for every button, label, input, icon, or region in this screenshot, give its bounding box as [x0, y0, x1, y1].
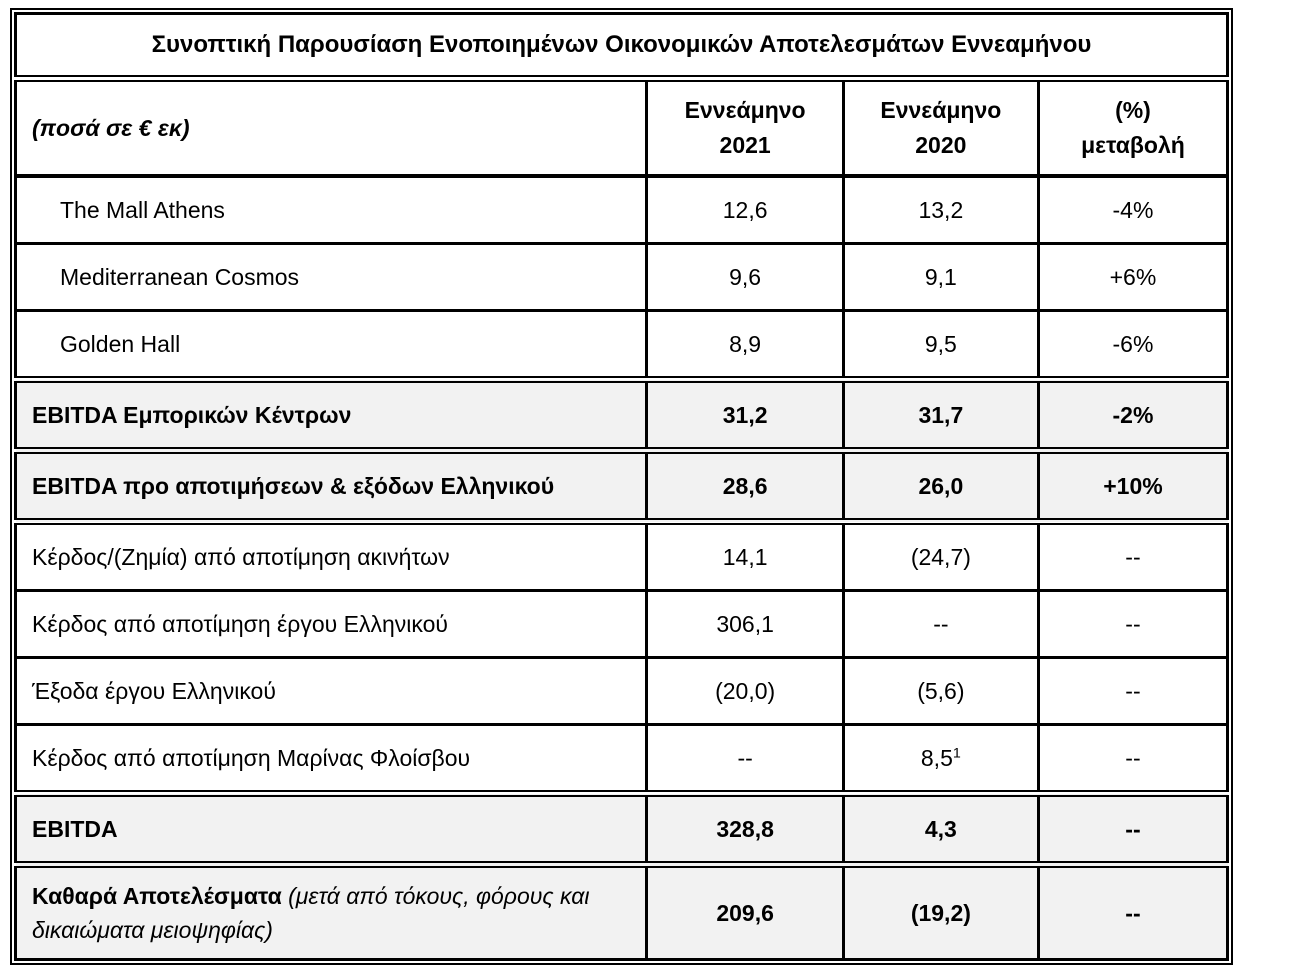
- value-2021: 209,6: [647, 865, 843, 960]
- row-label: EBITDA Εμπορικών Κέντρων: [16, 380, 647, 451]
- net-results-label-italic: (μετά από τόκους, φόρους και δικαιώματα μειοψηφίας): [32, 883, 590, 943]
- row-label: [16, 865, 647, 960]
- row-label: Έξοδα έργου Ελληνικού: [16, 658, 647, 725]
- row-label: The Mall Athens: [16, 176, 647, 244]
- value-2021: 31,2: [647, 380, 843, 451]
- amounts-unit-label: (ποσά σε € εκ): [16, 79, 647, 177]
- col-header-2020: [843, 79, 1038, 177]
- value-2021: --: [647, 725, 843, 794]
- table-row-ebitda-total: [16, 794, 1228, 865]
- net-results-label-bold: Καθαρά Αποτελέσματα: [32, 883, 282, 909]
- pct-change: -4%: [1038, 176, 1227, 244]
- table-row-flisvos-marina-valuation: [16, 725, 1228, 794]
- table-title: Συνοπτική Παρουσίαση Ενοποιημένων Οικονομικών Αποτελεσμάτων Εννεαμήνου: [16, 14, 1228, 79]
- pct-change: -2%: [1038, 380, 1227, 451]
- table-row-mediterranean-cosmos: [16, 244, 1228, 311]
- table-row-ebitda-malls: [16, 380, 1228, 451]
- table-row-elliniko-project-valuation: [16, 591, 1228, 658]
- pct-change: +10%: [1038, 451, 1227, 522]
- row-label: Mediterranean Cosmos: [16, 244, 647, 311]
- pct-change: --: [1038, 591, 1227, 658]
- row-label: Κέρδος από αποτίμηση έργου Ελληνικού: [16, 591, 647, 658]
- col-header-2020-line2: 2020: [915, 132, 967, 158]
- footnote-superscript: 1: [952, 744, 961, 761]
- pct-change: --: [1038, 658, 1227, 725]
- value-2020: --: [843, 591, 1038, 658]
- value-2020: (24,7): [843, 522, 1038, 591]
- value-2020: (19,2): [843, 865, 1038, 960]
- title-row: [16, 14, 1228, 79]
- col-header-pct-change: [1038, 79, 1227, 177]
- col-header-pct-line2: μεταβολή: [1081, 132, 1185, 158]
- row-label: Golden Hall: [16, 311, 647, 380]
- value-2021: 328,8: [647, 794, 843, 865]
- column-header-row: [16, 79, 1228, 177]
- col-header-2020-line1: Εννεάμηνο: [880, 97, 1002, 123]
- table-row-mall-athens: [16, 176, 1228, 244]
- row-label: Κέρδος/(Ζημία) από αποτίμηση ακινήτων: [16, 522, 647, 591]
- pct-change: -6%: [1038, 311, 1227, 380]
- value-2021: 8,9: [647, 311, 843, 380]
- pct-change: --: [1038, 794, 1227, 865]
- col-header-2021-line1: Εννεάμηνο: [684, 97, 806, 123]
- value-2021: 14,1: [647, 522, 843, 591]
- pct-change: --: [1038, 725, 1227, 794]
- table-row-golden-hall: [16, 311, 1228, 380]
- table-row-elliniko-project-expenses: [16, 658, 1228, 725]
- value-2020: [843, 725, 1038, 794]
- row-label: Κέρδος από αποτίμηση Μαρίνας Φλοίσβου: [16, 725, 647, 794]
- value-2021: 12,6: [647, 176, 843, 244]
- row-label: EBITDA: [16, 794, 647, 865]
- value-2020: (5,6): [843, 658, 1038, 725]
- value-2020: 26,0: [843, 451, 1038, 522]
- col-header-pct-line1: (%): [1115, 97, 1151, 123]
- col-header-2021: [647, 79, 843, 177]
- value-2020: 9,5: [843, 311, 1038, 380]
- pct-change: --: [1038, 865, 1227, 960]
- col-header-2021-line2: 2021: [719, 132, 771, 158]
- pct-change: +6%: [1038, 244, 1227, 311]
- financial-summary-table: [10, 8, 1233, 965]
- table-row-property-valuation: [16, 522, 1228, 591]
- summary-table: [14, 12, 1229, 961]
- value-2020: 13,2: [843, 176, 1038, 244]
- value-2021: 306,1: [647, 591, 843, 658]
- table-row-net-results: [16, 865, 1228, 960]
- table-row-ebitda-pre-valuations: [16, 451, 1228, 522]
- value-2020: 31,7: [843, 380, 1038, 451]
- value-2021: 28,6: [647, 451, 843, 522]
- pct-change: --: [1038, 522, 1227, 591]
- value-2020: 4,3: [843, 794, 1038, 865]
- value-2020: 9,1: [843, 244, 1038, 311]
- value-2021: (20,0): [647, 658, 843, 725]
- value-2020-number: 8,5: [920, 744, 953, 771]
- row-label: EBITDA προ αποτιμήσεων & εξόδων Ελληνικού: [16, 451, 647, 522]
- value-2021: 9,6: [647, 244, 843, 311]
